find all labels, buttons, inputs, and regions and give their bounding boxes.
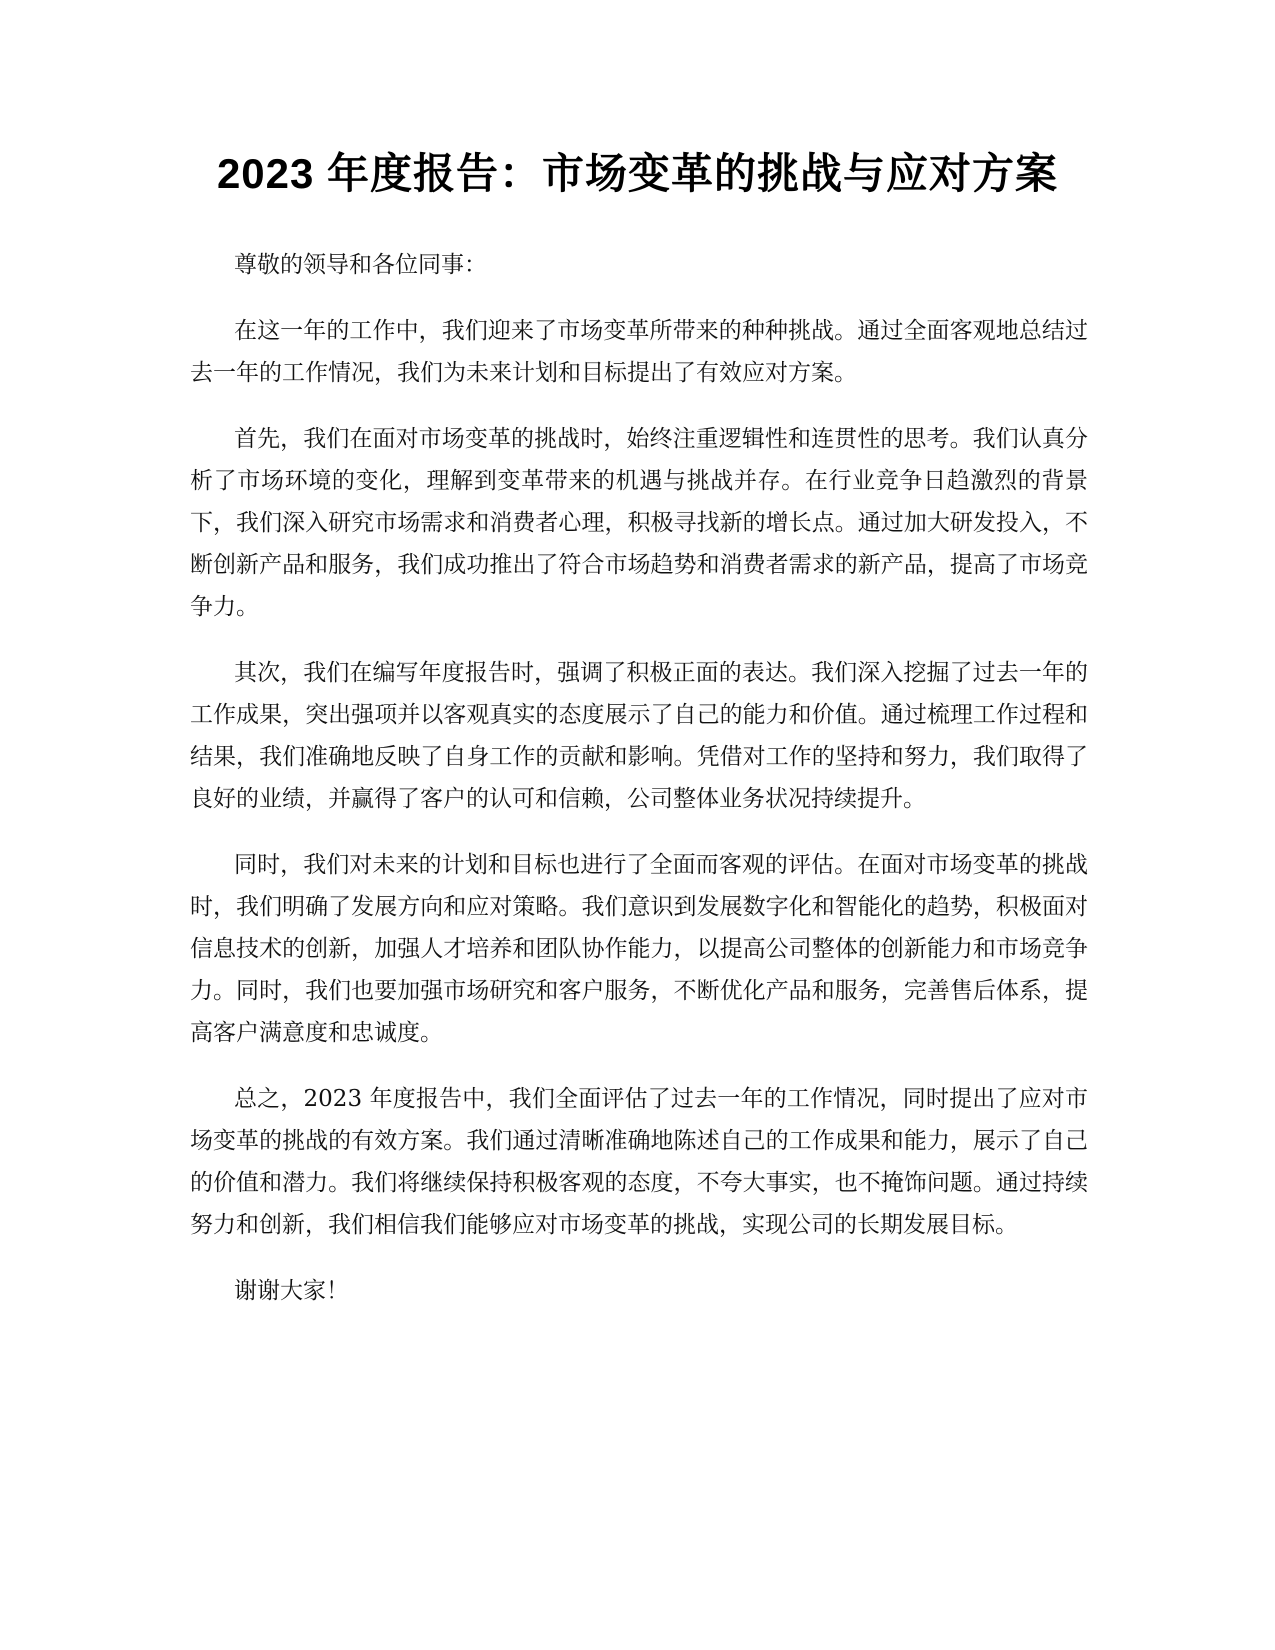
summary-paragraph: 总之，2023 年度报告中，我们全面评估了过去一年的工作情况，同时提出了应对市场变革的挑战的有效方案。我们通过清晰准确地陈述自己的工作成果和能力，展示了自己的价值和潜力。我们将继续保持积极客观的态度，不夸大事实，也不掩饰问题。通过持续努力和创新，我们相信我们能够应对市场变革的挑战，实现公司的长期发展目标。	[190, 1086, 1088, 1238]
intro-paragraph: 在这一年的工作中，我们迎来了市场变革所带来的种种挑战。通过全面客观地总结过去一年的工作情况，我们为未来计划和目标提出了有效应对方案。	[190, 318, 1088, 386]
document-title: 2023 年度报告：市场变革的挑战与应对方案	[216, 150, 1059, 197]
first-point-paragraph: 首先，我们在面对市场变革的挑战时，始终注重逻辑性和连贯性的思考。我们认真分析了市场环境的变化，理解到变革带来的机遇与挑战并存。在行业竞争日趋激烈的背景下，我们深入研究市场需求和消费者心理，积极寻找新的增长点。通过加大研发投入，不断创新产品和服务，我们成功推出了符合市场趋势和消费者需求的新产品，提高了市场竞争力。	[190, 426, 1088, 620]
closing-paragraph: 谢谢大家！	[234, 1278, 349, 1304]
second-point-paragraph: 其次，我们在编写年度报告时，强调了积极正面的表达。我们深入挖掘了过去一年的工作成果，突出强项并以客观真实的态度展示了自己的能力和价值。通过梳理工作过程和结果，我们准确地反映了自身工作的贡献和影响。凭借对工作的坚持和努力，我们取得了良好的业绩，并赢得了客户的认可和信赖，公司整体业务状况持续提升。	[190, 660, 1088, 812]
document-body	[190, 244, 1088, 1312]
salutation-paragraph: 尊敬的领导和各位同事：	[234, 252, 487, 278]
future-plan-paragraph: 同时，我们对未来的计划和目标也进行了全面而客观的评估。在面对市场变革的挑战时，我们明确了发展方向和应对策略。我们意识到发展数字化和智能化的趋势，积极面对信息技术的创新，加强人才培养和团队协作能力，以提高公司整体的创新能力和市场竞争力。同时，我们也要加强市场研究和客户服务，不断优化产品和服务，完善售后体系，提高客户满意度和忠诚度。	[190, 852, 1088, 1046]
